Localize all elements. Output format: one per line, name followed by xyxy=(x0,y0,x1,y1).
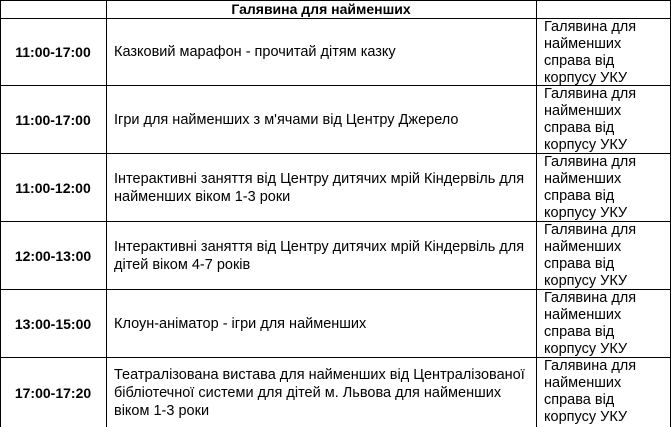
row-event: Казковий марафон - прочитай дітям казку xyxy=(114,44,396,60)
row-event: Інтерактивні заняття від Центру дитячих мрій Кіндервіль для дітей віком 4-7 років xyxy=(114,238,525,273)
row-event: Театралізована вистава для найменших від Централізованої бібліотечної системи для дітей м. Львова для найменших віком 1-3 роки xyxy=(114,366,525,419)
row-place: Галявина для найменших справа від корпусу УКУ xyxy=(544,222,637,289)
row-place: Галявина для найменших справа від корпусу УКУ xyxy=(544,19,637,85)
row-time: 11:00-12:00 xyxy=(15,179,91,196)
row-event: Інтерактивні заняття від Центру дитячих мрій Кіндервіль для найменших віком 1-3 роки xyxy=(114,170,525,205)
row-time: 17:00-17:20 xyxy=(14,384,92,401)
column-divider-place xyxy=(536,0,537,427)
column-divider-time xyxy=(106,0,107,427)
row-event: Клоун-аніматор - ігри для найменших xyxy=(114,315,367,332)
row-time: 12:00-13:00 xyxy=(14,247,92,264)
row-time: 11:00-17:00 xyxy=(15,44,91,60)
row-place: Галявина для найменших справа від корпусу УКУ xyxy=(544,154,637,221)
table-title: Галявина для найменших xyxy=(231,1,411,17)
row-time: 11:00-17:00 xyxy=(15,111,91,128)
row-place: Галявина для найменших справа від корпусу УКУ xyxy=(544,290,637,357)
row-place: Галявина для найменших справа від корпусу УКУ xyxy=(544,358,637,425)
row-time: 13:00-15:00 xyxy=(14,315,92,332)
row-place: Галявина для найменших справа від корпусу УКУ xyxy=(544,86,637,153)
row-event: Ігри для найменших з м'ячами від Центру Джерело xyxy=(114,111,459,128)
